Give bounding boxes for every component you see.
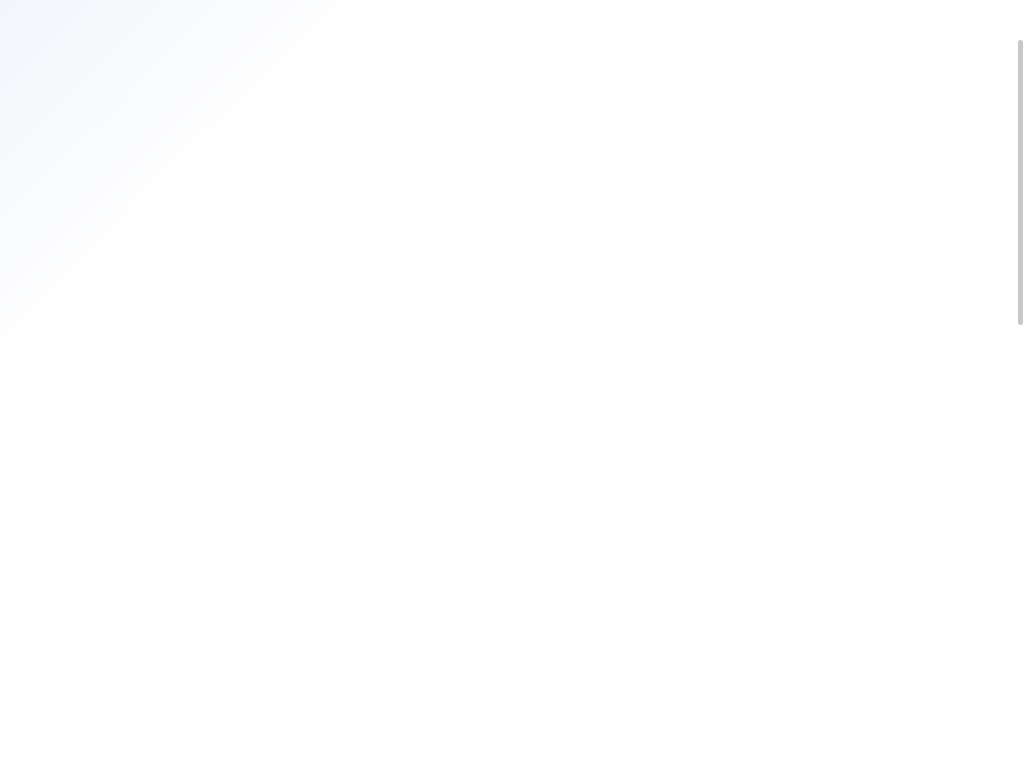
scrollbar-thumb[interactable] [1018,40,1023,325]
scrollbar[interactable] [1016,0,1024,766]
top-row-partial [0,8,1016,48]
